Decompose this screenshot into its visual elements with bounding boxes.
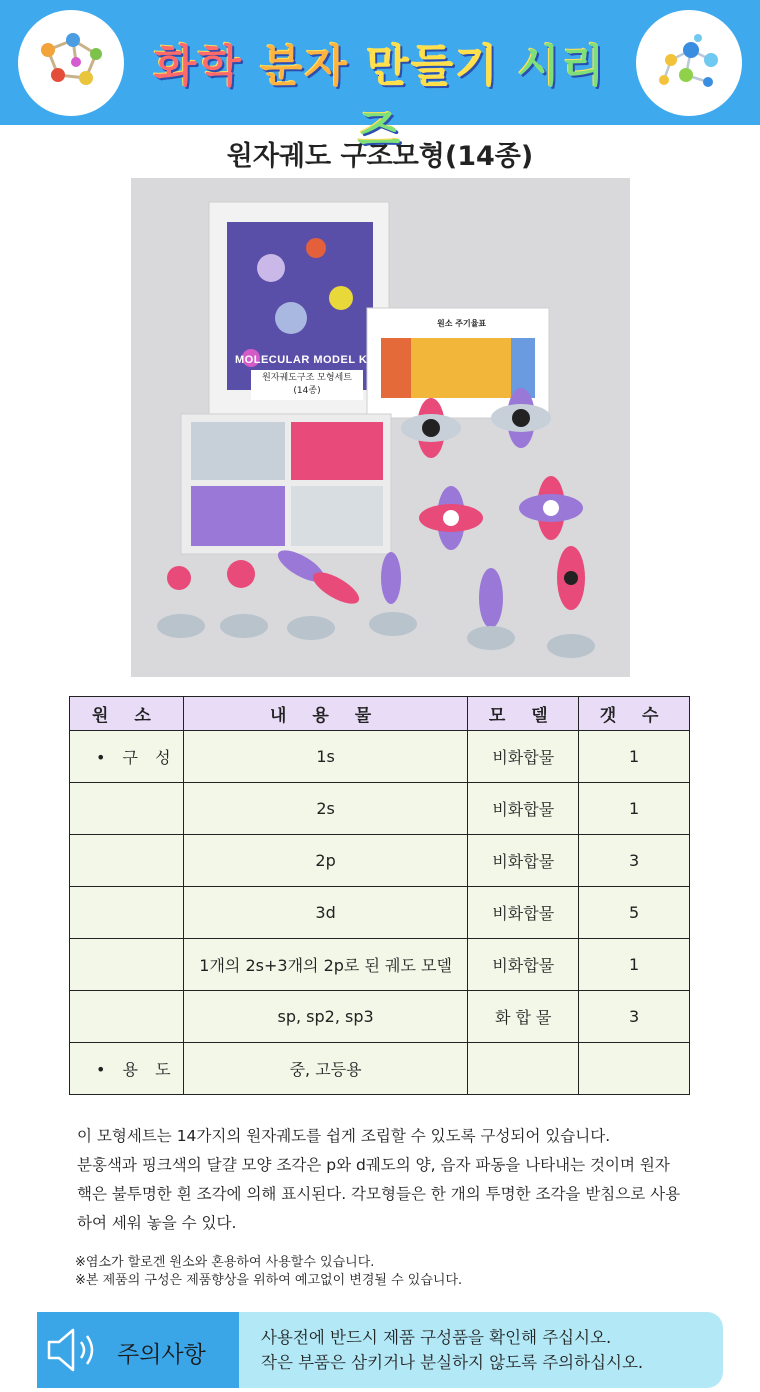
molecule-icon bbox=[18, 10, 124, 116]
table-cell: 비화합물 bbox=[468, 835, 579, 887]
table-cell bbox=[468, 1043, 579, 1095]
table-cell bbox=[70, 783, 184, 835]
table-header-row bbox=[70, 697, 690, 731]
caution-banner bbox=[37, 1312, 723, 1388]
molecule-logo-right bbox=[636, 10, 742, 116]
table-cell: 3d bbox=[183, 887, 467, 939]
table-row bbox=[70, 835, 690, 887]
header-title-word: 만들기 bbox=[366, 41, 500, 92]
table-cell: 3 bbox=[579, 991, 690, 1043]
table-cell: 1 bbox=[579, 939, 690, 991]
caution-text bbox=[261, 1325, 643, 1375]
note-line: ※염소가 할로겐 원소와 혼용하여 사용할수 있습니다. bbox=[75, 1255, 375, 1270]
periodic-table-title: 원소 주기율표 bbox=[437, 319, 487, 328]
table-header-cell: 갯 수 bbox=[579, 697, 690, 731]
caution-line: 사용전에 반드시 제품 구성품을 확인해 주십시오. bbox=[261, 1328, 612, 1347]
page-title: 원자궤도 구조모형(14종) bbox=[226, 141, 534, 172]
table-cell bbox=[70, 991, 184, 1043]
header-title-word: 시리즈 bbox=[357, 41, 607, 156]
table-header-cell: 내 용 물 bbox=[183, 697, 467, 731]
table-cell: 1 bbox=[579, 731, 690, 783]
caution-label-panel bbox=[37, 1312, 239, 1388]
table-cell: 2p bbox=[183, 835, 467, 887]
product-description bbox=[77, 1122, 687, 1238]
table-cell: 중, 고등용 bbox=[183, 1043, 467, 1095]
table-cell bbox=[70, 887, 184, 939]
header-title-word: 화학 bbox=[153, 41, 243, 92]
table-cell: 5 bbox=[579, 887, 690, 939]
table-cell: 비화합물 bbox=[468, 939, 579, 991]
table-cell: 화 합 물 bbox=[468, 991, 579, 1043]
table-cell: 3 bbox=[579, 835, 690, 887]
caution-line: 작은 부품은 삼키거나 분실하지 않도록 주의하십시오. bbox=[261, 1353, 644, 1372]
table-cell: • 구 성 bbox=[70, 731, 184, 783]
description-line: 분홍색과 핑크색의 달걀 모양 조각은 p와 d궤도의 양, 음자 파동을 나타내는 것이며 원자 bbox=[77, 1156, 670, 1174]
table-cell: 비화합물 bbox=[468, 731, 579, 783]
box-sublabel-line: (14종) bbox=[293, 386, 321, 396]
table-cell bbox=[70, 939, 184, 991]
molecule-logo-left bbox=[18, 10, 124, 116]
table-cell bbox=[70, 835, 184, 887]
table-cell: 2s bbox=[183, 783, 467, 835]
table-row bbox=[70, 731, 690, 783]
description-line: 핵은 불투명한 흰 조각에 의해 표시된다. 각모형들은 한 개의 투명한 조각을 받침으로 사용 bbox=[77, 1185, 681, 1203]
table-cell: 1 bbox=[579, 783, 690, 835]
table-row bbox=[70, 783, 690, 835]
molecule-icon bbox=[636, 10, 742, 116]
table-cell: 비화합물 bbox=[468, 783, 579, 835]
speaker-icon bbox=[45, 1324, 105, 1376]
table-cell: • 용 도 bbox=[70, 1043, 184, 1095]
description-line: 하여 세워 놓을 수 있다. bbox=[77, 1214, 237, 1232]
table-cell: 1s bbox=[183, 731, 467, 783]
note-line: ※본 제품의 구성은 제품향상을 위하여 예고없이 변경될 수 있습니다. bbox=[75, 1273, 463, 1288]
description-line: 이 모형세트는 14가지의 원자궤도를 쉽게 조립할 수 있도록 구성되어 있습니다. bbox=[77, 1127, 611, 1145]
table-header-cell: 원 소 bbox=[70, 697, 184, 731]
table-header-cell: 모 델 bbox=[468, 697, 579, 731]
table-row bbox=[70, 939, 690, 991]
header-title-word: 분자 bbox=[260, 41, 350, 92]
table-row bbox=[70, 991, 690, 1043]
box-label: MOLECULAR MODEL KIT bbox=[235, 354, 379, 366]
product-illustration bbox=[131, 178, 630, 677]
box-sublabel-line: 원자궤도구조 모형세트 bbox=[262, 373, 352, 383]
notes bbox=[75, 1254, 462, 1290]
header-banner bbox=[0, 0, 760, 156]
product-photo bbox=[131, 178, 630, 677]
box-sublabel bbox=[251, 370, 363, 400]
table-cell: sp, sp2, sp3 bbox=[183, 991, 467, 1043]
table-row bbox=[70, 887, 690, 939]
table-cell: 비화합물 bbox=[468, 887, 579, 939]
table-cell bbox=[579, 1043, 690, 1095]
table-row bbox=[70, 1043, 690, 1095]
table-cell: 1개의 2s+3개의 2p로 된 궤도 모델 bbox=[183, 939, 467, 991]
caution-title: 주의사항 bbox=[117, 1342, 206, 1368]
spec-table bbox=[69, 696, 690, 1095]
